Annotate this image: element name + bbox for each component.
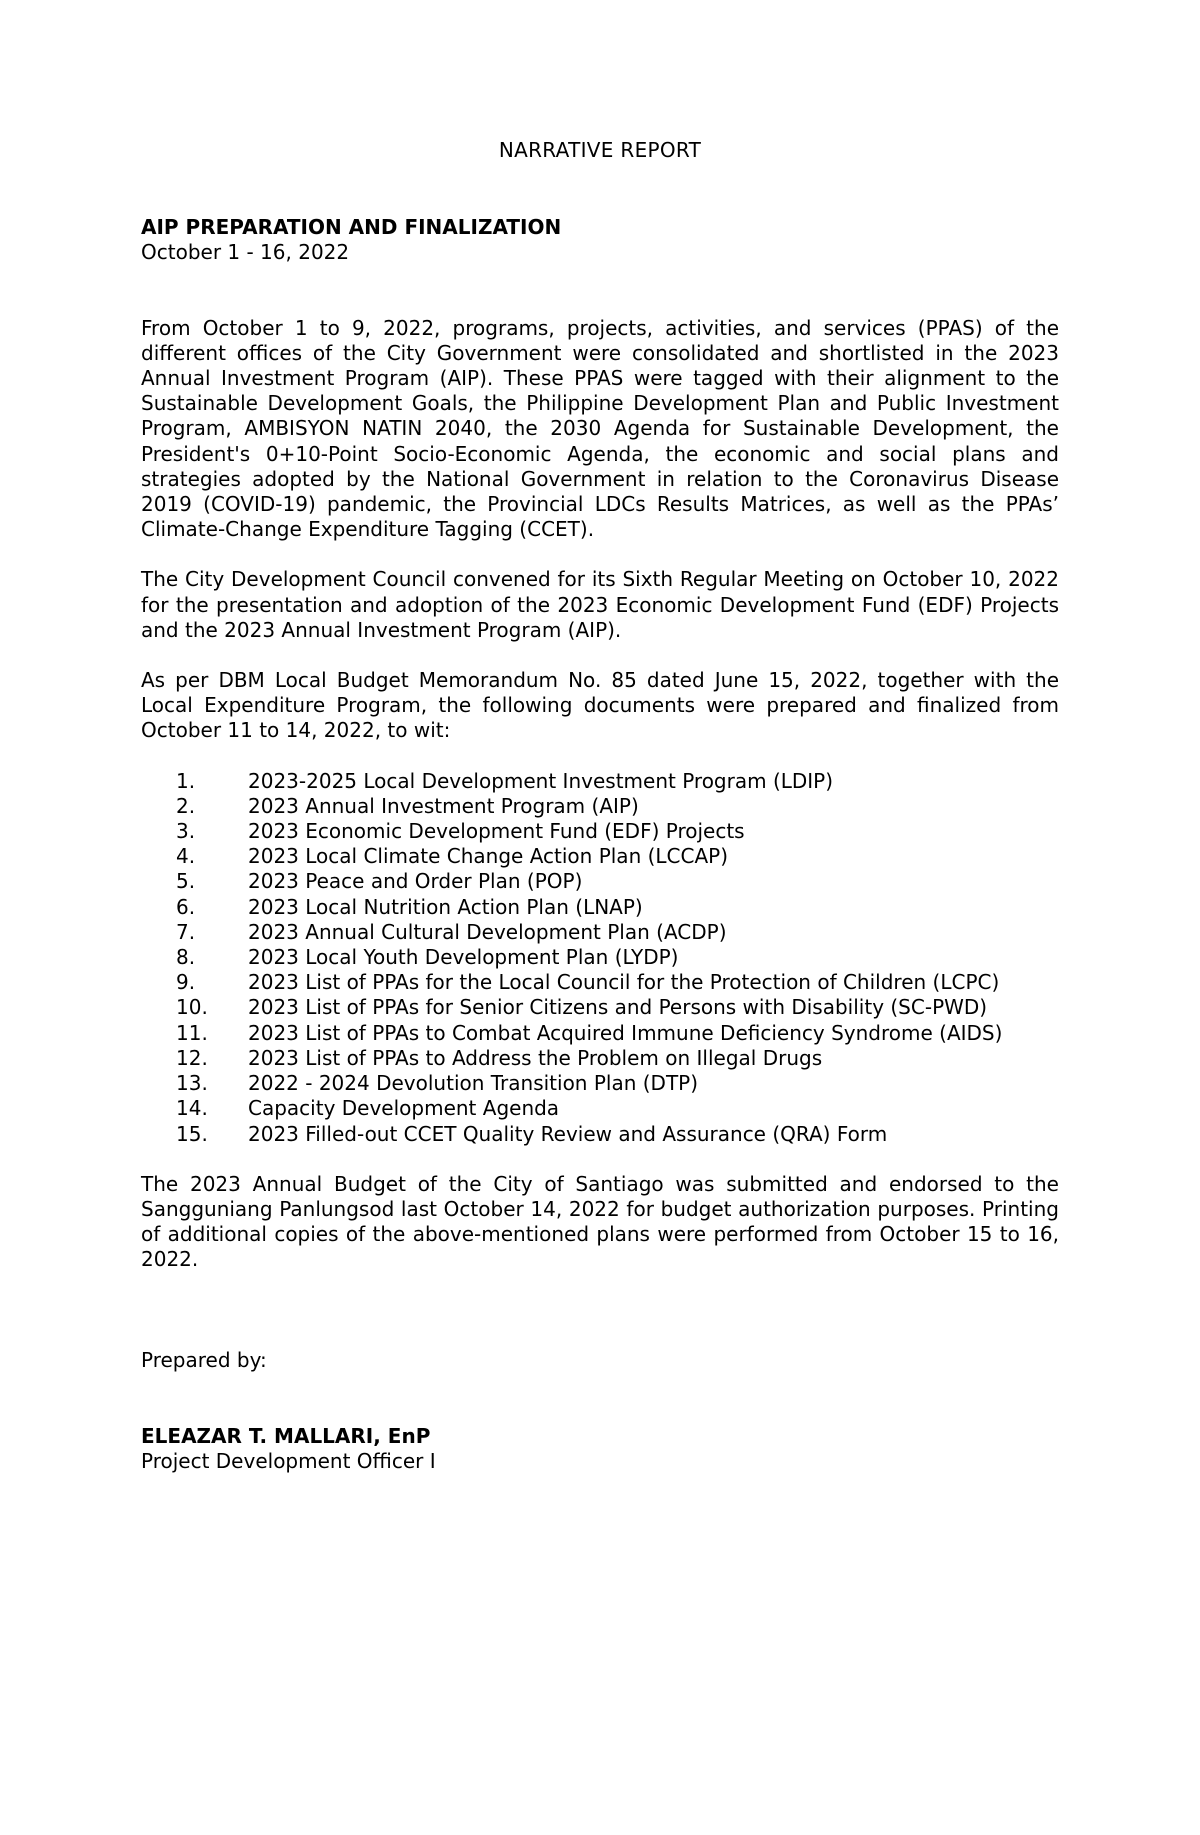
list-item-number: 5.	[176, 869, 196, 894]
list-item-number: 7.	[176, 919, 196, 944]
list-item-text: 2023 List of PPAs for the Local Council for the Protection of Children (LCPC)	[248, 970, 1000, 995]
list-item-number: 9.	[176, 970, 196, 995]
paragraph-consolidation: From October 1 to 9, 2022, programs, projects, activities, and services (PPAS) of the different offices of the City Government were consolidated and shortlisted in the 2023 Annual Investment Program (AIP). These PPAS were tagged with their alignment to the Sustainable Development Goals, the Philippine Development Plan and Public Investment Program, AMBISYON NATIN 2040, the 2030 Agenda for Sustainable Development, the President's 0+10-Point Socio-Economic Agenda, the economic and social plans and strategies adopted by the National Government in relation to the Coronavirus Disease 2019 (COVID-19) pandemic, the Provincial LDCs Results Matrices, as well as the PPAs’ Climate-Change Expenditure Tagging (CCET).	[141, 315, 1059, 542]
list-item-text: 2023 List of PPAs to Address the Problem on Illegal Drugs	[248, 1045, 823, 1070]
list-item	[141, 1021, 1059, 1046]
list-item-number: 10.	[176, 995, 208, 1020]
date-range: October 1 - 16, 2022	[141, 240, 350, 265]
documents-list	[141, 769, 1059, 1147]
list-item-number: 6.	[176, 894, 196, 919]
paragraph-council-meeting: The City Development Council convened for its Sixth Regular Meeting on October 10, 2022 for the presentation and adoption of the 2023 Economic Development Fund (EDF) Projects and the 2023 Annual Investment Program (AIP).	[141, 567, 1059, 642]
list-item-number: 3.	[176, 819, 196, 844]
list-item-text: 2023 Annual Cultural Development Plan (ACDP)	[248, 919, 727, 944]
list-item-number: 14.	[176, 1096, 208, 1121]
list-item-number: 8.	[176, 945, 196, 970]
list-item	[141, 895, 1059, 920]
signatory-name: ELEAZAR T. MALLARI, EnP	[141, 1423, 431, 1448]
list-item	[141, 1096, 1059, 1121]
section-heading: AIP PREPARATION AND FINALIZATION	[141, 215, 562, 240]
list-item	[141, 920, 1059, 945]
list-item-text: 2023 List of PPAs for Senior Citizens and Persons with Disability (SC-PWD)	[248, 995, 988, 1020]
list-item-text: 2023 Peace and Order Plan (POP)	[248, 869, 583, 894]
list-item-text: 2023 Local Nutrition Action Plan (LNAP)	[248, 894, 643, 919]
list-item-text: 2023 Local Climate Change Action Plan (LCCAP)	[248, 844, 729, 869]
list-item	[141, 1122, 1059, 1147]
list-item	[141, 769, 1059, 794]
list-item-text: 2023 Local Youth Development Plan (LYDP)	[248, 945, 679, 970]
list-item-text: Capacity Development Agenda	[248, 1096, 560, 1121]
list-item-text: 2022 - 2024 Devolution Transition Plan (DTP)	[248, 1071, 699, 1096]
list-item	[141, 1071, 1059, 1096]
list-item	[141, 1046, 1059, 1071]
list-item	[141, 970, 1059, 995]
paragraph-annual-budget: The 2023 Annual Budget of the City of Santiago was submitted and endorsed to the Sangguniang Panlungsod last October 14, 2022 for budget authorization purposes. Printing of additional copies of the above-mentioned plans were performed from October 15 to 16, 2022.	[141, 1171, 1059, 1272]
paragraph-memorandum: As per DBM Local Budget Memorandum No. 85 dated June 15, 2022, together with the Local Expenditure Program, the following documents were prepared and finalized from October 11 to 14, 2022, to wit:	[141, 668, 1059, 743]
signatory-title: Project Development Officer I	[141, 1448, 436, 1473]
list-item-number: 2.	[176, 793, 196, 818]
list-item-text: 2023 Filled-out CCET Quality Review and Assurance (QRA) Form	[248, 1121, 888, 1146]
list-item	[141, 945, 1059, 970]
list-item	[141, 794, 1059, 819]
document-page	[141, 138, 1059, 1474]
list-item	[141, 844, 1059, 869]
list-item-number: 13.	[176, 1071, 208, 1096]
list-item-number: 11.	[176, 1020, 208, 1045]
list-item-text: 2023 Annual Investment Program (AIP)	[248, 793, 639, 818]
list-item	[141, 995, 1059, 1020]
report-title: NARRATIVE REPORT	[498, 138, 702, 162]
list-item-number: 4.	[176, 844, 196, 869]
list-item-number: 1.	[176, 768, 196, 793]
list-item-number: 12.	[176, 1045, 208, 1070]
list-item	[141, 819, 1059, 844]
list-item-text: 2023 List of PPAs to Combat Acquired Immune Deficiency Syndrome (AIDS)	[248, 1020, 1003, 1045]
prepared-by-label: Prepared by:	[141, 1347, 267, 1372]
list-item	[141, 869, 1059, 894]
list-item-text: 2023 Economic Development Fund (EDF) Projects	[248, 819, 745, 844]
list-item-text: 2023-2025 Local Development Investment Program (LDIP)	[248, 768, 834, 793]
list-item-number: 15.	[176, 1121, 208, 1146]
